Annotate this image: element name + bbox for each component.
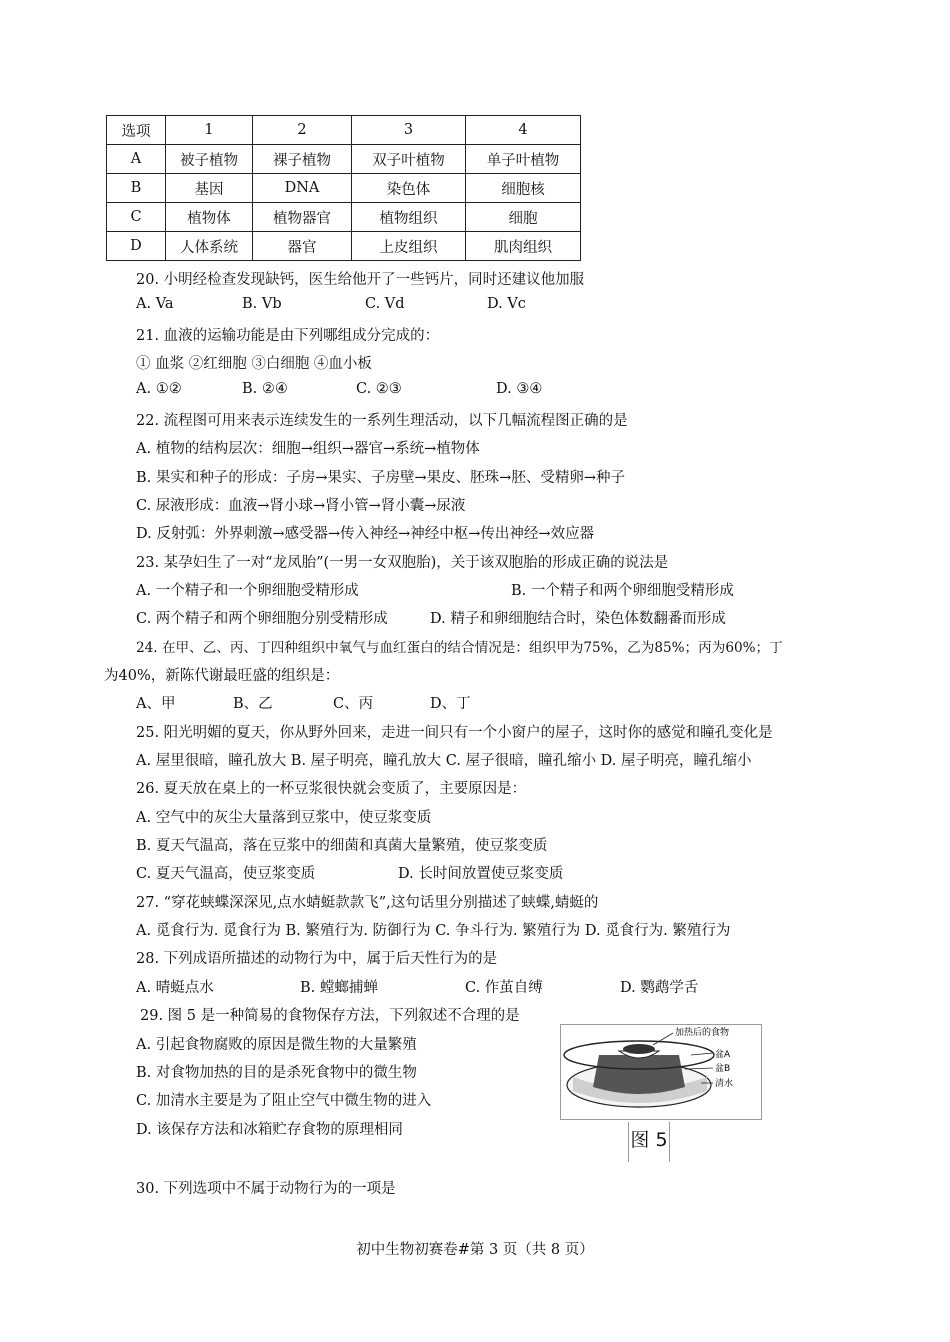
options-table <box>106 115 581 261</box>
q28-option-b: B. 螳螂捕蝉 <box>300 980 378 996</box>
q21-option-d: D. ③④ <box>496 381 543 397</box>
table-cell: 单子叶植物 <box>466 145 581 174</box>
question-24-stem-line1: 24. 在甲、乙、丙、丁四种组织中氧气与血红蛋白的结合情况是：组织甲为75%，乙为85%；丙为60%；丁 <box>136 640 783 656</box>
table-cell: A <box>107 145 166 174</box>
label-heated-food: 加热后的食物 <box>675 1028 730 1038</box>
question-24-stem-line2: 为40%，新陈代谢最旺盛的组织是： <box>104 668 340 684</box>
figure-5-caption: 图 5 <box>628 1122 670 1162</box>
table-row <box>107 174 581 203</box>
question-30-stem: 30. 下列选项中不属于动物行为的一项是 <box>136 1181 396 1197</box>
q21-option-b: B. ②④ <box>242 381 288 397</box>
table-cell: 2 <box>253 116 352 145</box>
food-shape <box>623 1044 655 1054</box>
q26-option-b: B. 夏天气温高，落在豆浆中的细菌和真菌大量繁殖，使豆浆变质 <box>136 838 548 854</box>
q24-option-a: A、甲 <box>136 696 176 712</box>
q27-options: A. 觅食行为. 觅食行为 B. 繁殖行为. 防御行为 C. 争斗行为. 繁殖行为 D. 觅食行为. 繁殖行为 <box>136 923 731 939</box>
q25-options: A. 屋里很暗，瞳孔放大 B. 屋子明亮，瞳孔放大 C. 屋子很暗，瞳孔缩小 D. 屋子明亮，瞳孔缩小 <box>136 753 752 769</box>
table-row <box>107 203 581 232</box>
table-cell: 选项 <box>107 116 166 145</box>
table-cell: 植物器官 <box>253 203 352 232</box>
table-cell: DNA <box>253 174 352 203</box>
table-cell: 人体系统 <box>166 232 253 261</box>
question-28-stem: 28. 下列成语所描述的动物行为中，属于后天性行为的是 <box>136 951 498 967</box>
table-cell: B <box>107 174 166 203</box>
q20-option-c: C. Vd <box>365 296 405 312</box>
q22-option-d: D. 反射弧：外界刺激→感受器→传入神经→神经中枢→传出神经→效应器 <box>136 526 595 542</box>
q29-option-a: A. 引起食物腐败的原因是微生物的大量繁殖 <box>136 1037 417 1053</box>
q20-option-b: B. Vb <box>242 296 282 312</box>
q26-option-a: A. 空气中的灰尘大量落到豆浆中，使豆浆变质 <box>136 810 432 826</box>
table-cell: 1 <box>166 116 253 145</box>
q29-option-b: B. 对食物加热的目的是杀死食物中的微生物 <box>136 1065 417 1081</box>
q22-option-c: C. 尿液形成：血液→肾小球→肾小管→肾小囊→尿液 <box>136 498 466 514</box>
table-cell: 染色体 <box>352 174 466 203</box>
q29-option-d: D. 该保存方法和冰箱贮存食物的原理相同 <box>136 1122 403 1138</box>
q24-option-b: B、乙 <box>233 696 273 712</box>
table-cell: 双子叶植物 <box>352 145 466 174</box>
table-cell: 植物体 <box>166 203 253 232</box>
basin-a-shape <box>593 1055 685 1094</box>
q22-option-b: B. 果实和种子的形成：子房→果实、子房壁→果皮、胚珠→胚、受精卵→种子 <box>136 470 625 486</box>
question-26-stem: 26. 夏天放在桌上的一杯豆浆很快就会变质了，主要原因是： <box>136 781 527 797</box>
q21-option-a: A. ①② <box>136 381 182 397</box>
q20-option-a: A. Va <box>136 296 174 312</box>
table-cell: 上皮组织 <box>352 232 466 261</box>
label-basin-a: 盆A <box>715 1050 731 1060</box>
table-cell: 裸子植物 <box>253 145 352 174</box>
question-22-stem: 22. 流程图可用来表示连续发生的一系列生理活动，以下几幅流程图正确的是 <box>136 413 628 429</box>
table-cell: 肌肉组织 <box>466 232 581 261</box>
q24-option-d: D、丁 <box>430 696 471 712</box>
table-cell: 基因 <box>166 174 253 203</box>
q28-option-d: D. 鹦鹉学舌 <box>620 980 699 996</box>
question-21-stem: 21. 血液的运输功能是由下列哪组成分完成的： <box>136 328 440 344</box>
q23-option-d: D. 精子和卵细胞结合时，染色体数翻番而形成 <box>430 611 726 627</box>
table-cell: 植物组织 <box>352 203 466 232</box>
question-20-stem: 20. 小明经检查发现缺钙，医生给他开了一些钙片，同时还建议他加服 <box>136 272 585 288</box>
table-row <box>107 145 581 174</box>
table-cell: C <box>107 203 166 232</box>
q23-option-c: C. 两个精子和两个卵细胞分别受精形成 <box>136 611 388 627</box>
table-cell: D <box>107 232 166 261</box>
q26-option-d: D. 长时间放置使豆浆变质 <box>398 866 564 882</box>
label-basin-b: 盆B <box>715 1064 731 1074</box>
table-header-row <box>107 116 581 145</box>
q23-option-b: B. 一个精子和两个卵细胞受精形成 <box>511 583 734 599</box>
page-footer: 初中生物初赛卷#第 3 页（共 8 页） <box>356 1242 594 1258</box>
label-water: 清水 <box>715 1079 734 1089</box>
table-cell: 4 <box>466 116 581 145</box>
table-cell: 细胞 <box>466 203 581 232</box>
figure-5-food-storage <box>560 1024 762 1120</box>
table-cell: 被子植物 <box>166 145 253 174</box>
table-row <box>107 232 581 261</box>
q29-option-c: C. 加清水主要是为了阻止空气中微生物的进入 <box>136 1093 432 1109</box>
q20-option-d: D. Vc <box>487 296 526 312</box>
table-cell: 器官 <box>253 232 352 261</box>
q28-option-c: C. 作茧自缚 <box>465 980 543 996</box>
q21-option-c: C. ②③ <box>356 381 402 397</box>
q21-items: ① 血浆 ②红细胞 ③白细胞 ④血小板 <box>136 356 372 372</box>
q23-option-a: A. 一个精子和一个卵细胞受精形成 <box>136 583 359 599</box>
q24-option-c: C、丙 <box>333 696 374 712</box>
question-29-stem: 29. 图 5 是一种简易的食物保存方法，下列叙述不合理的是 <box>140 1008 520 1024</box>
q26-option-c: C. 夏天气温高，使豆浆变质 <box>136 866 316 882</box>
question-23-stem: 23. 某孕妇生了一对“龙凤胎”(一男一女双胞胎)，关于该双胞胎的形成正确的说法是 <box>136 555 669 571</box>
q22-option-a: A. 植物的结构层次：细胞→组织→器官→系统→植物体 <box>136 441 480 457</box>
table-cell: 3 <box>352 116 466 145</box>
q28-option-a: A. 晴蜓点水 <box>136 980 214 996</box>
food-storage-illustration <box>561 1025 761 1119</box>
table-cell: 细胞核 <box>466 174 581 203</box>
question-25-stem: 25. 阳光明媚的夏天，你从野外回来，走进一间只有一个小窗户的屋子，这时你的感觉和瞳孔变化是 <box>136 725 773 741</box>
question-27-stem: 27. “穿花蛱蝶深深见,点水蜻蜓款款飞”,这句话里分别描述了蛱蝶,蜻蜓的 <box>136 895 599 911</box>
